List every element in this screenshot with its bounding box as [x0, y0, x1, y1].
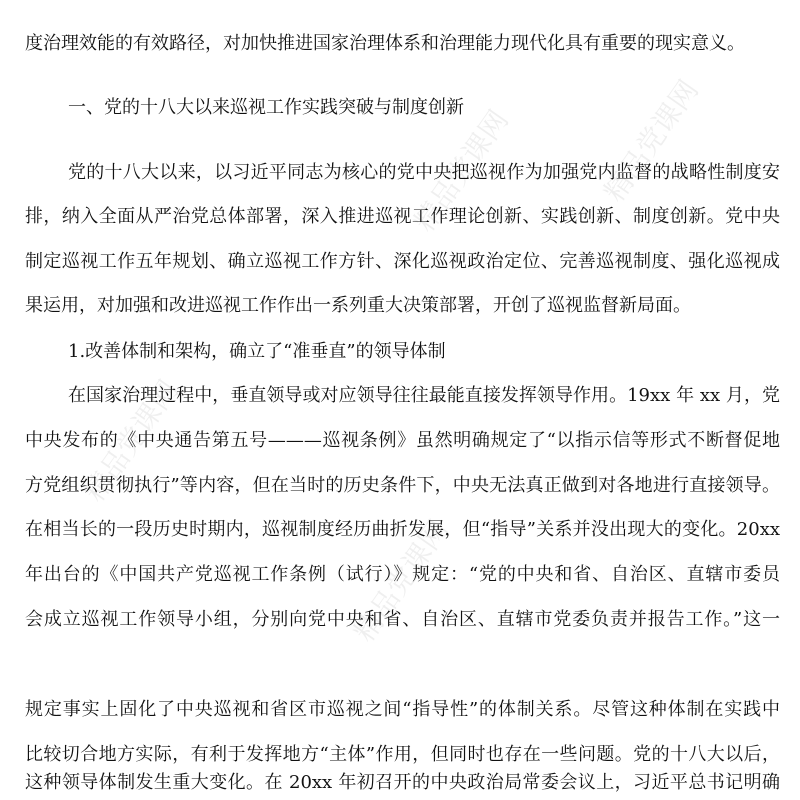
paragraph-line: 党的十八大以来，以习近平同志为核心的党中央把巡视作为加强党内监督的战略性制度安	[68, 162, 780, 183]
paragraph-line: 果运用，对加强和改进巡视工作作出一系列重大决策部署，开创了巡视监督新局面。	[25, 295, 691, 316]
subsection-heading: 1.改善体制和架构，确立了“准垂直”的领导体制	[68, 341, 446, 362]
paragraph-line: 比较切合地方实际，有利于发挥地方“主体”作用，但同时也存在一些问题。党的十八大以后，	[25, 744, 780, 765]
watermark: 精品党课网	[407, 104, 515, 238]
paragraph-line: 会成立巡视工作领导小组，分别向党中央和省、自治区、直辖市党委负责并报告工作。”这一	[25, 609, 780, 630]
watermark: 精品党课网	[597, 74, 705, 208]
paragraph-line: 规定事实上固化了中央巡视和省区市巡视之间“指导性”的体制关系。尽管这种体制在实践中	[25, 699, 780, 720]
section-heading: 一、党的十八大以来巡视工作实践突破与制度创新	[68, 97, 464, 118]
paragraph-line: 在国家治理过程中，垂直领导或对应领导往往最能直接发挥领导作用。19xx 年 xx 月，党	[68, 385, 780, 406]
paragraph-line: 度治理效能的有效路径，对加快推进国家治理体系和治理能力现代化具有重要的现实意义。	[25, 33, 745, 54]
paragraph-line: 年出台的《中国共产党巡视工作条例（试行）》规定：“党的中央和省、自治区、直辖市委员	[25, 564, 780, 585]
paragraph-line: 制定巡视工作五年规划、确立巡视工作方针、深化巡视政治定位、完善巡视制度、强化巡视成	[25, 251, 780, 272]
watermark: 精品党课网	[77, 374, 185, 508]
paragraph-line: 中央发布的《中央通告第五号———巡视条例》虽然明确规定了“以指示信等形式不断督促地	[25, 430, 780, 451]
paragraph-line: 排，纳入全面从严治党总体部署，深入推进巡视工作理论创新、实践创新、制度创新。党中央	[25, 206, 780, 227]
paragraph-line: 方党组织贯彻执行”等内容，但在当时的历史条件下，中央无法真正做到对各地进行直接领导。	[25, 475, 780, 496]
paragraph-line: 这种领导体制发生重大变化。在 20xx 年初召开的中央政治局常委会议上，习近平总书记明确	[25, 772, 780, 793]
watermark: 精品党课网	[347, 514, 455, 648]
paragraph-line: 在相当长的一段历史时期内，巡视制度经历曲折发展，但“指导”关系并没出现大的变化。20xx	[25, 519, 780, 540]
